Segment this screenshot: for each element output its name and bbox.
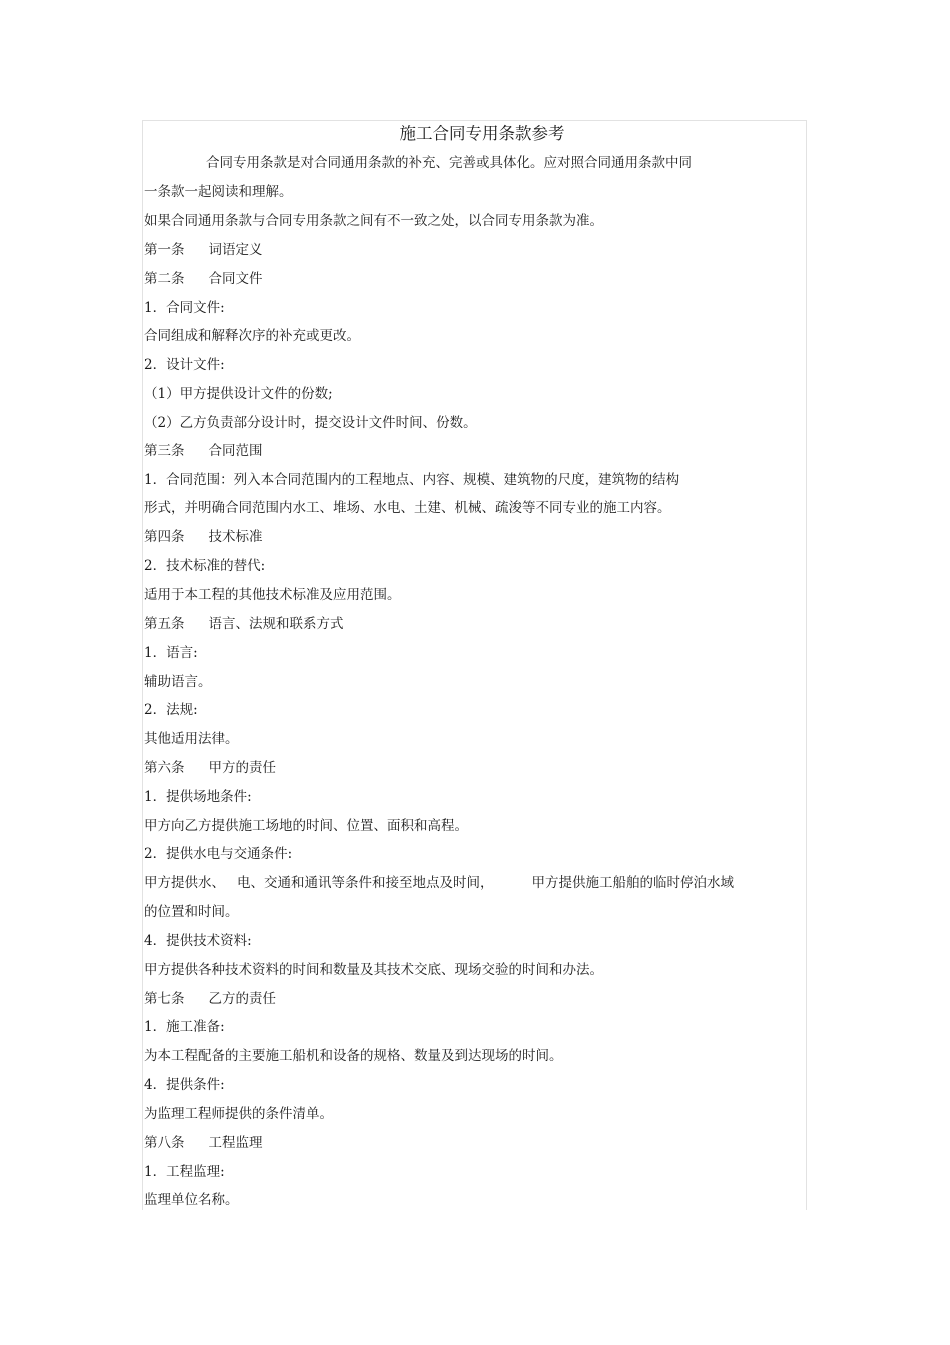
article-6-section-1-body: 甲方向乙方提供施工场地的时间、位置、面积和高程。 [144,818,468,834]
article-7-section-4: 4．提供条件: [144,1077,225,1093]
article-1-title: 词语定义 [208,242,263,258]
article-6-section-4-body: 甲方提供各种技术资料的时间和数量及其技术交底、现场交验的时间和办法。 [144,962,603,978]
document-title: 施工合同专用条款参考 [399,124,565,143]
article-7-section-1-body: 为本工程配备的主要施工船机和设备的规格、数量及到达现场的时间。 [144,1048,563,1064]
article-3-number: 第三条 [144,443,185,459]
article-5-section-1: 1．语言: [144,645,198,661]
article-4-title: 技术标准 [208,529,263,545]
article-8-number: 第八条 [144,1135,185,1151]
article-5-title: 语言、法规和联系方式 [208,616,344,632]
article-2-section-2: 2．设计文件: [144,357,225,373]
article-3-title: 合同范围 [208,443,263,459]
article-4-heading [144,527,263,547]
article-2-number: 第二条 [144,271,185,287]
article-6-title: 甲方的责任 [208,760,276,776]
article-7-title: 乙方的责任 [208,991,276,1007]
article-6-section-2-line-1 [144,873,734,893]
article-8-section-1: 1．工程监理: [144,1164,225,1180]
article-6-heading [144,758,276,778]
article-7-section-4-body: 为监理工程师提供的条件清单。 [144,1106,333,1122]
article-2-section-2-item-1: （1）甲方提供设计文件的份数; [144,386,333,402]
article-2-section-1-body: 合同组成和解释次序的补充或更改。 [144,328,360,344]
article-7-section-1: 1．施工准备: [144,1019,225,1035]
intro-line-1: 合同专用条款是对合同通用条款的补充、完善或具体化。应对照合同通用条款中同 [206,155,692,171]
article-6-section-2-part-2: 电、交通和通讯等条件和接至地点及时间， [237,875,494,891]
article-1-number: 第一条 [144,242,185,258]
article-4-section-2: 2．技术标准的替代: [144,558,266,574]
article-2-section-2-item-2: （2）乙方负责部分设计时，提交设计文件时间、份数。 [144,415,477,431]
article-8-heading [144,1133,263,1153]
article-5-section-2-body: 其他适用法律。 [144,731,239,747]
article-6-section-2-part-1: 甲方提供水、 [144,875,225,891]
article-5-section-1-body: 辅助语言。 [144,674,212,690]
article-6-section-4: 4．提供技术资料: [144,933,252,949]
article-4-section-2-body: 适用于本工程的其他技术标准及应用范围。 [144,587,401,603]
article-6-number: 第六条 [144,760,185,776]
article-8-section-1-body: 监理单位名称。 [144,1192,239,1208]
article-6-section-1: 1．提供场地条件: [144,789,252,805]
article-3-heading [144,441,263,461]
intro-line-2: 一条款一起阅读和理解。 [144,184,293,200]
intro-line-3: 如果合同通用条款与合同专用条款之间有不一致之处，以合同专用条款为准。 [144,213,603,229]
article-3-section-1-line-1: 1．合同范围：列入本合同范围内的工程地点、内容、规模、建筑物的尺度，建筑物的结构 [144,472,680,488]
article-6-section-2: 2．提供水电与交通条件: [144,846,293,862]
article-5-heading [144,614,344,634]
article-2-section-1: 1．合同文件: [144,300,225,316]
article-2-heading [144,269,263,289]
article-1-heading [144,240,263,260]
article-8-title: 工程监理 [208,1135,263,1151]
article-6-section-2-line-2: 的位置和时间。 [144,904,239,920]
article-5-section-2: 2．法规: [144,702,198,718]
article-6-section-2-part-3: 甲方提供施工船舶的临时停泊水域 [531,875,734,891]
article-7-heading [144,989,276,1009]
article-4-number: 第四条 [144,529,185,545]
article-2-title: 合同文件 [208,271,263,287]
article-5-number: 第五条 [144,616,185,632]
article-7-number: 第七条 [144,991,185,1007]
article-3-section-1-line-2: 形式，并明确合同范围内水工、堆场、水电、土建、机械、疏浚等不同专业的施工内容。 [144,500,671,516]
